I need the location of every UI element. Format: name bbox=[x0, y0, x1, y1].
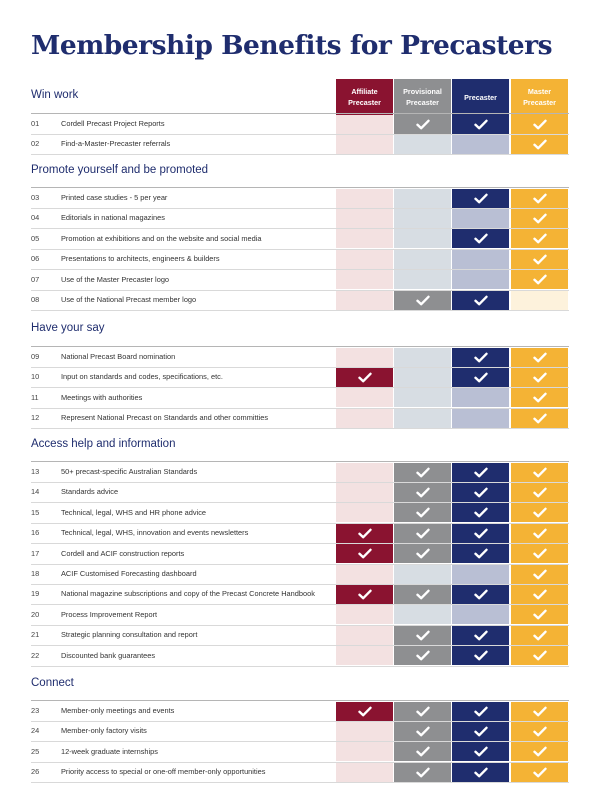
row-number: 04 bbox=[31, 213, 40, 223]
empty-cell bbox=[394, 565, 451, 584]
check-cell bbox=[394, 742, 451, 761]
check-cell bbox=[511, 524, 568, 543]
check-icon bbox=[533, 254, 547, 265]
check-cell bbox=[511, 189, 568, 208]
check-icon bbox=[533, 726, 547, 737]
empty-cell bbox=[336, 291, 393, 310]
benefit-row bbox=[0, 503, 600, 523]
benefit-label: 50+ precast-specific Australian Standards bbox=[61, 467, 198, 476]
benefit-row bbox=[0, 762, 600, 782]
check-cell bbox=[452, 483, 509, 502]
benefit-label: Cordell Precast Project Reports bbox=[61, 119, 165, 128]
benefit-row bbox=[0, 646, 600, 666]
check-cell bbox=[511, 585, 568, 604]
empty-cell bbox=[394, 189, 451, 208]
benefit-label: Represent National Precast on Standards and other committies bbox=[61, 413, 269, 423]
check-cell bbox=[394, 115, 451, 134]
check-cell bbox=[511, 135, 568, 154]
check-cell bbox=[336, 524, 393, 543]
row-number: 19 bbox=[31, 589, 40, 599]
check-icon bbox=[474, 507, 488, 518]
check-icon bbox=[533, 413, 547, 424]
check-cell bbox=[511, 115, 568, 134]
column-header: Precaster bbox=[452, 79, 509, 115]
benefit-label: National Precast Board nomination bbox=[61, 352, 176, 361]
check-icon bbox=[533, 569, 547, 580]
check-icon bbox=[474, 706, 488, 717]
check-icon bbox=[533, 630, 547, 641]
benefit-row bbox=[0, 188, 600, 208]
row-number: 15 bbox=[31, 507, 40, 517]
check-cell bbox=[511, 605, 568, 624]
check-cell bbox=[452, 702, 509, 721]
check-cell bbox=[511, 544, 568, 563]
check-cell bbox=[511, 270, 568, 289]
check-icon bbox=[474, 487, 488, 498]
check-icon bbox=[416, 487, 430, 498]
check-icon bbox=[533, 193, 547, 204]
benefit-row bbox=[0, 388, 600, 408]
row-number: 20 bbox=[31, 609, 40, 619]
benefit-label: Presentations to architects, engineers & builders bbox=[61, 254, 220, 264]
row-number: 22 bbox=[31, 650, 40, 660]
empty-cell bbox=[452, 250, 509, 269]
benefit-row bbox=[0, 114, 600, 134]
check-icon bbox=[416, 507, 430, 518]
section-title: Connect bbox=[31, 677, 74, 689]
check-cell bbox=[336, 702, 393, 721]
check-cell bbox=[511, 388, 568, 407]
check-cell bbox=[394, 544, 451, 563]
benefit-row bbox=[0, 523, 600, 543]
check-cell bbox=[336, 368, 393, 387]
section-title: Promote yourself and be promoted bbox=[31, 164, 209, 176]
check-icon bbox=[416, 528, 430, 539]
check-icon bbox=[416, 726, 430, 737]
check-cell bbox=[452, 291, 509, 310]
check-icon bbox=[474, 650, 488, 661]
empty-cell bbox=[452, 605, 509, 624]
check-icon bbox=[358, 589, 372, 600]
benefit-label: Technical, legal, WHS and HR phone advice bbox=[61, 507, 207, 517]
row-number: 05 bbox=[31, 233, 40, 243]
check-cell bbox=[511, 368, 568, 387]
section-title: Win work bbox=[31, 89, 79, 101]
row-number: 06 bbox=[31, 254, 40, 264]
column-header: Master Precaster bbox=[511, 79, 568, 115]
check-cell bbox=[511, 409, 568, 428]
check-icon bbox=[533, 467, 547, 478]
check-icon bbox=[533, 392, 547, 403]
check-cell bbox=[511, 229, 568, 248]
row-number: 18 bbox=[31, 569, 40, 578]
empty-cell bbox=[336, 763, 393, 782]
empty-cell bbox=[336, 722, 393, 741]
row-number: 17 bbox=[31, 548, 40, 558]
empty-cell bbox=[336, 115, 393, 134]
empty-cell bbox=[394, 348, 451, 367]
empty-cell bbox=[336, 742, 393, 761]
check-cell bbox=[394, 585, 451, 604]
check-cell bbox=[452, 189, 509, 208]
empty-cell bbox=[394, 270, 451, 289]
empty-cell bbox=[336, 646, 393, 665]
row-number: 02 bbox=[31, 139, 40, 149]
check-cell bbox=[394, 463, 451, 482]
row-divider bbox=[31, 428, 569, 429]
benefit-label: Cordell and ACIF construction reports bbox=[61, 548, 185, 558]
empty-cell bbox=[394, 605, 451, 624]
empty-cell bbox=[336, 565, 393, 584]
check-cell bbox=[511, 742, 568, 761]
check-cell bbox=[394, 646, 451, 665]
check-icon bbox=[533, 487, 547, 498]
check-icon bbox=[533, 767, 547, 778]
check-icon bbox=[533, 746, 547, 757]
check-icon bbox=[474, 630, 488, 641]
check-cell bbox=[394, 763, 451, 782]
empty-cell bbox=[336, 229, 393, 248]
check-icon bbox=[533, 119, 547, 130]
check-icon bbox=[533, 352, 547, 363]
empty-cell bbox=[336, 388, 393, 407]
benefit-label: Member-only factory visits bbox=[61, 726, 147, 736]
row-number: 25 bbox=[31, 746, 40, 756]
check-icon bbox=[474, 548, 488, 559]
check-icon bbox=[474, 746, 488, 757]
benefit-row bbox=[0, 701, 600, 721]
row-number: 07 bbox=[31, 274, 40, 284]
empty-cell bbox=[336, 503, 393, 522]
benefit-row bbox=[0, 134, 600, 154]
benefit-label: Process Improvement Report bbox=[61, 609, 158, 619]
page-title: Membership Benefits for Precasters bbox=[31, 30, 553, 61]
check-cell bbox=[394, 702, 451, 721]
row-divider bbox=[31, 154, 569, 155]
benefit-row bbox=[0, 544, 600, 564]
benefit-label: Use of the National Precast member logo bbox=[61, 295, 197, 304]
check-cell bbox=[511, 565, 568, 584]
benefit-label: Strategic planning consultation and report bbox=[61, 630, 198, 640]
column-header: Affiliate Precaster bbox=[336, 79, 393, 115]
check-icon bbox=[416, 548, 430, 559]
check-icon bbox=[474, 352, 488, 363]
empty-cell bbox=[336, 250, 393, 269]
benefit-row bbox=[0, 605, 600, 625]
check-cell bbox=[394, 524, 451, 543]
row-number: 23 bbox=[31, 706, 40, 715]
benefit-row bbox=[0, 408, 600, 428]
benefit-row bbox=[0, 347, 600, 367]
empty-cell bbox=[511, 291, 568, 310]
benefit-label: Find-a-Master-Precaster referrals bbox=[61, 139, 171, 149]
check-cell bbox=[511, 348, 568, 367]
check-cell bbox=[511, 702, 568, 721]
check-cell bbox=[511, 209, 568, 228]
empty-cell bbox=[394, 368, 451, 387]
row-number: 11 bbox=[31, 392, 39, 402]
check-icon bbox=[474, 589, 488, 600]
check-cell bbox=[511, 722, 568, 741]
check-icon bbox=[533, 589, 547, 600]
empty-cell bbox=[336, 605, 393, 624]
check-icon bbox=[474, 767, 488, 778]
row-number: 14 bbox=[31, 487, 40, 497]
benefit-label: Printed case studies - 5 per year bbox=[61, 193, 168, 202]
section-title: Have your say bbox=[31, 322, 105, 334]
check-icon bbox=[474, 295, 488, 306]
row-number: 26 bbox=[31, 767, 40, 777]
check-icon bbox=[416, 746, 430, 757]
check-cell bbox=[452, 229, 509, 248]
check-icon bbox=[416, 295, 430, 306]
check-icon bbox=[533, 650, 547, 661]
row-number: 10 bbox=[31, 372, 40, 382]
check-cell bbox=[394, 483, 451, 502]
benefit-row bbox=[0, 208, 600, 228]
benefit-label: Editorials in national magazines bbox=[61, 213, 165, 223]
empty-cell bbox=[452, 135, 509, 154]
benefit-row bbox=[0, 584, 600, 604]
row-number: 21 bbox=[31, 630, 40, 640]
check-icon bbox=[533, 372, 547, 383]
check-cell bbox=[452, 742, 509, 761]
benefit-label: Use of the Master Precaster logo bbox=[61, 274, 170, 284]
check-cell bbox=[452, 115, 509, 134]
empty-cell bbox=[394, 209, 451, 228]
check-icon bbox=[416, 706, 430, 717]
check-icon bbox=[416, 650, 430, 661]
empty-cell bbox=[336, 209, 393, 228]
check-cell bbox=[452, 544, 509, 563]
check-icon bbox=[533, 507, 547, 518]
check-cell bbox=[511, 763, 568, 782]
empty-cell bbox=[452, 270, 509, 289]
empty-cell bbox=[452, 565, 509, 584]
empty-cell bbox=[336, 483, 393, 502]
benefit-row bbox=[0, 367, 600, 387]
check-cell bbox=[452, 368, 509, 387]
empty-cell bbox=[336, 409, 393, 428]
check-cell bbox=[511, 626, 568, 645]
check-icon bbox=[474, 193, 488, 204]
row-number: 08 bbox=[31, 295, 40, 304]
check-cell bbox=[511, 463, 568, 482]
benefit-row bbox=[0, 462, 600, 482]
check-cell bbox=[336, 544, 393, 563]
check-cell bbox=[452, 524, 509, 543]
check-icon bbox=[358, 706, 372, 717]
check-icon bbox=[416, 767, 430, 778]
check-cell bbox=[394, 503, 451, 522]
check-icon bbox=[533, 706, 547, 717]
check-cell bbox=[452, 626, 509, 645]
check-cell bbox=[452, 503, 509, 522]
benefit-label: Discounted bank guarantees bbox=[61, 650, 156, 660]
row-number: 13 bbox=[31, 467, 40, 476]
row-divider bbox=[31, 782, 569, 783]
benefit-label: National magazine subscriptions and copy of the Precast Concrete Handbook bbox=[61, 589, 315, 599]
benefit-row bbox=[0, 249, 600, 269]
row-number: 24 bbox=[31, 726, 40, 736]
check-icon bbox=[474, 726, 488, 737]
check-cell bbox=[511, 250, 568, 269]
benefit-row bbox=[0, 270, 600, 290]
empty-cell bbox=[336, 348, 393, 367]
benefit-row bbox=[0, 721, 600, 741]
check-icon bbox=[533, 274, 547, 285]
check-icon bbox=[358, 372, 372, 383]
row-number: 01 bbox=[31, 119, 40, 128]
check-icon bbox=[533, 139, 547, 150]
row-number: 09 bbox=[31, 352, 40, 361]
check-icon bbox=[533, 528, 547, 539]
check-icon bbox=[533, 213, 547, 224]
check-icon bbox=[416, 119, 430, 130]
empty-cell bbox=[394, 229, 451, 248]
check-icon bbox=[416, 589, 430, 600]
benefit-label: Promotion at exhibitions and on the website and social media bbox=[61, 233, 262, 243]
benefit-label: Input on standards and codes, specifications, etc. bbox=[61, 372, 223, 382]
row-number: 03 bbox=[31, 193, 40, 202]
empty-cell bbox=[336, 626, 393, 645]
check-icon bbox=[533, 548, 547, 559]
benefit-label: Meetings with authorities bbox=[61, 392, 143, 402]
benefit-row bbox=[0, 625, 600, 645]
benefit-row bbox=[0, 742, 600, 762]
column-header: Provisional Precaster bbox=[394, 79, 451, 115]
benefit-label: Technical, legal, WHS, innovation and events newsletters bbox=[61, 528, 249, 538]
check-cell bbox=[452, 585, 509, 604]
check-icon bbox=[533, 233, 547, 244]
benefit-label: 12-week graduate internships bbox=[61, 746, 158, 756]
benefit-label: Priority access to special or one-off member-only opportunities bbox=[61, 767, 266, 777]
check-cell bbox=[452, 463, 509, 482]
row-divider bbox=[31, 666, 569, 667]
check-cell bbox=[452, 763, 509, 782]
empty-cell bbox=[336, 270, 393, 289]
benefit-row bbox=[0, 229, 600, 249]
check-cell bbox=[452, 646, 509, 665]
check-icon bbox=[474, 528, 488, 539]
empty-cell bbox=[336, 189, 393, 208]
benefit-row bbox=[0, 564, 600, 584]
check-icon bbox=[474, 233, 488, 244]
row-divider bbox=[31, 310, 569, 311]
empty-cell bbox=[336, 463, 393, 482]
empty-cell bbox=[394, 250, 451, 269]
check-cell bbox=[452, 722, 509, 741]
empty-cell bbox=[336, 135, 393, 154]
benefit-label: Member-only meetings and events bbox=[61, 706, 175, 715]
check-cell bbox=[394, 722, 451, 741]
check-icon bbox=[358, 548, 372, 559]
empty-cell bbox=[452, 388, 509, 407]
check-icon bbox=[474, 467, 488, 478]
check-cell bbox=[511, 483, 568, 502]
benefit-label: ACIF Customised Forecasting dashboard bbox=[61, 569, 197, 578]
check-cell bbox=[336, 585, 393, 604]
check-cell bbox=[394, 626, 451, 645]
benefit-row bbox=[0, 290, 600, 310]
check-icon bbox=[533, 609, 547, 620]
empty-cell bbox=[394, 135, 451, 154]
check-icon bbox=[358, 528, 372, 539]
benefit-row bbox=[0, 482, 600, 502]
check-icon bbox=[474, 372, 488, 383]
empty-cell bbox=[452, 409, 509, 428]
check-cell bbox=[394, 291, 451, 310]
row-number: 16 bbox=[31, 528, 40, 538]
check-cell bbox=[511, 646, 568, 665]
check-icon bbox=[474, 119, 488, 130]
check-cell bbox=[452, 348, 509, 367]
check-icon bbox=[416, 630, 430, 641]
check-icon bbox=[416, 467, 430, 478]
empty-cell bbox=[394, 409, 451, 428]
check-cell bbox=[511, 503, 568, 522]
row-number: 12 bbox=[31, 413, 40, 423]
benefit-label: Standards advice bbox=[61, 487, 119, 497]
empty-cell bbox=[452, 209, 509, 228]
empty-cell bbox=[394, 388, 451, 407]
section-title: Access help and information bbox=[31, 438, 176, 450]
